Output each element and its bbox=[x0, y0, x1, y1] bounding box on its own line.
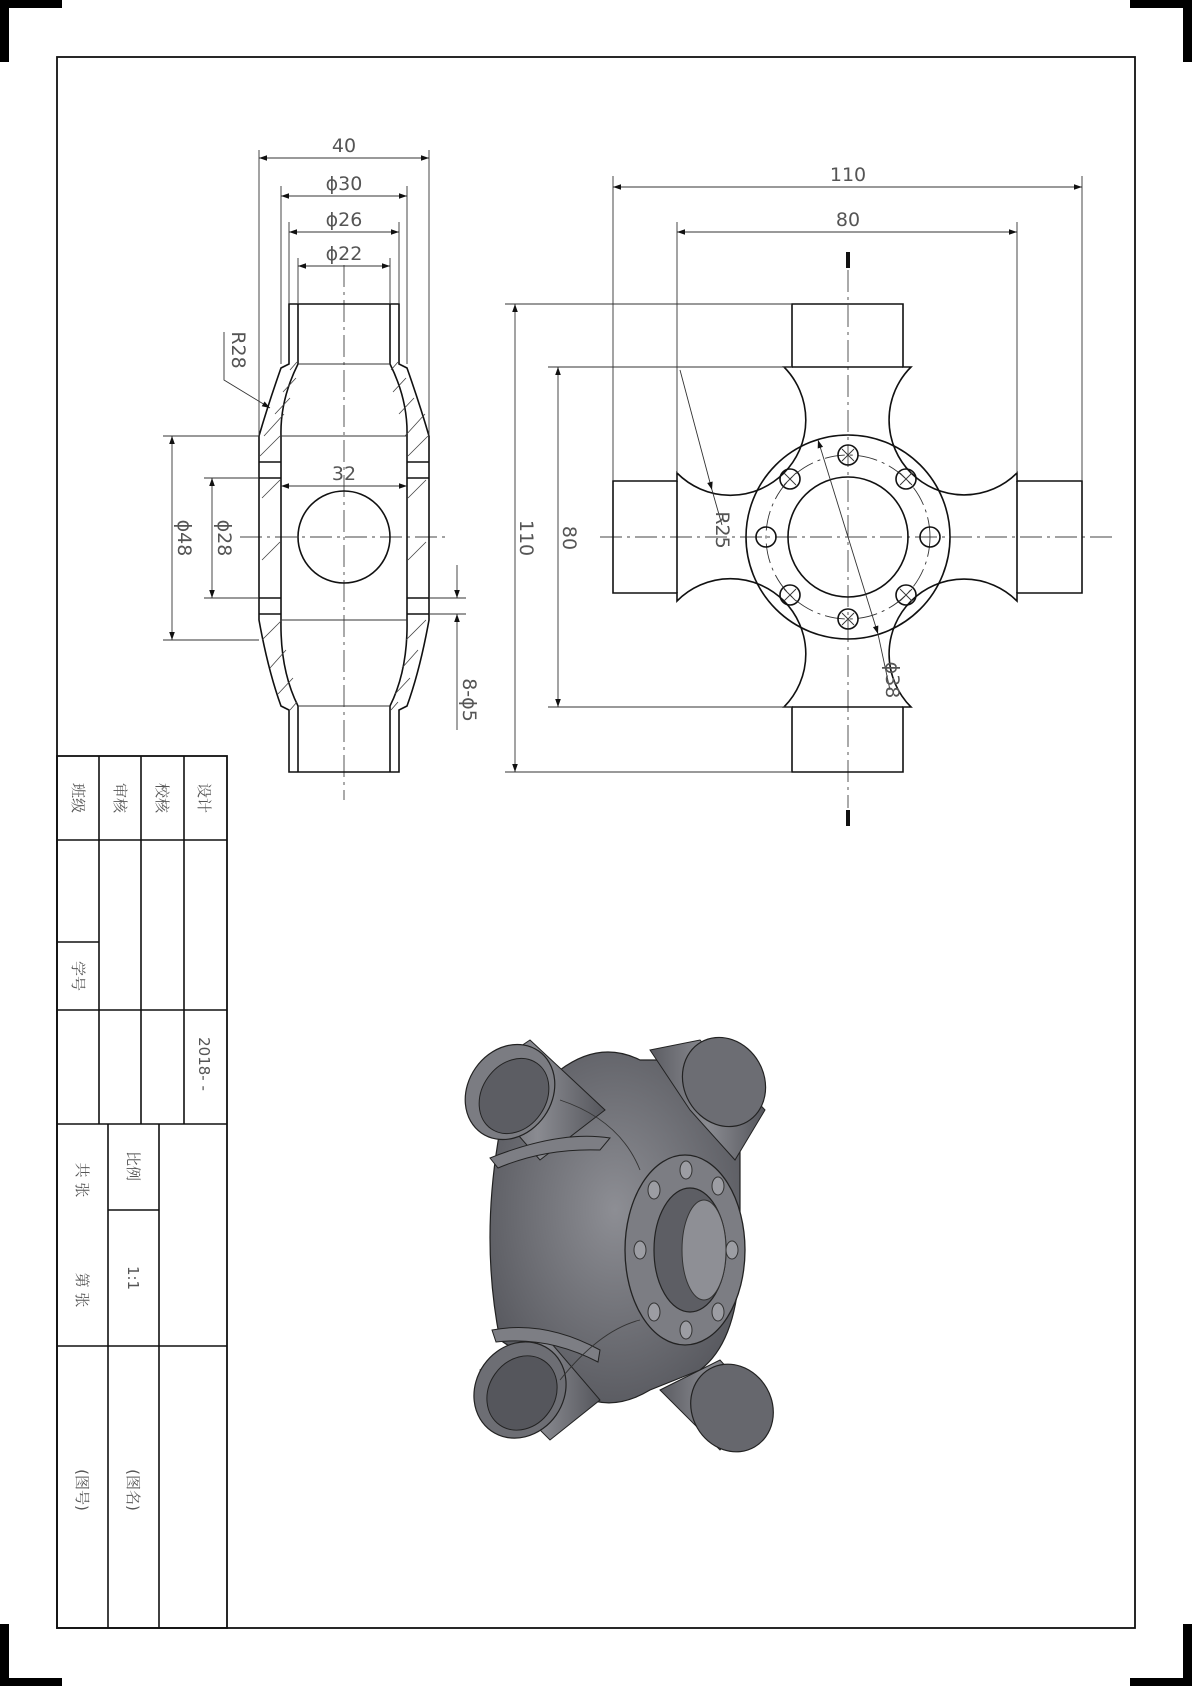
dim-r28: R28 bbox=[227, 331, 249, 369]
dim-phi48: ϕ48 bbox=[173, 519, 195, 557]
dim-80-height: 80 bbox=[558, 525, 580, 551]
label-student-no: 学号 bbox=[69, 960, 87, 992]
dim-110-height: 110 bbox=[515, 519, 537, 557]
scale-value: 1:1 bbox=[124, 1265, 142, 1291]
label-design: 设计 bbox=[195, 782, 213, 814]
label-review: 审核 bbox=[111, 782, 129, 814]
dim-80-width: 80 bbox=[835, 209, 861, 231]
label-check: 校核 bbox=[153, 782, 171, 814]
dim-32: 32 bbox=[331, 463, 357, 485]
dim-phi26: ϕ26 bbox=[325, 209, 363, 231]
dim-40: 40 bbox=[331, 135, 357, 157]
dim-holes: 8-ϕ5 bbox=[458, 678, 480, 722]
top-view bbox=[505, 164, 1112, 826]
dim-r25: R25 bbox=[711, 511, 733, 549]
date-value: 2018- - bbox=[195, 1037, 213, 1091]
label-total-sheets: 共 张 bbox=[73, 1162, 91, 1198]
label-sheet-no: 第 张 bbox=[73, 1272, 91, 1308]
title-block bbox=[57, 756, 227, 1628]
section-view bbox=[163, 135, 480, 800]
dim-110-width: 110 bbox=[829, 164, 867, 186]
isometric-render bbox=[447, 1022, 789, 1467]
drawing-no: (图号) bbox=[73, 1469, 91, 1511]
dim-phi22: ϕ22 bbox=[325, 243, 363, 265]
dim-phi28: ϕ28 bbox=[213, 519, 235, 557]
dim-phi38: ϕ38 bbox=[881, 661, 903, 699]
label-class: 班级 bbox=[69, 782, 87, 814]
label-scale: 比例 bbox=[124, 1150, 142, 1182]
drawing-name: (图名) bbox=[124, 1469, 142, 1511]
dim-phi30: ϕ30 bbox=[325, 173, 363, 195]
